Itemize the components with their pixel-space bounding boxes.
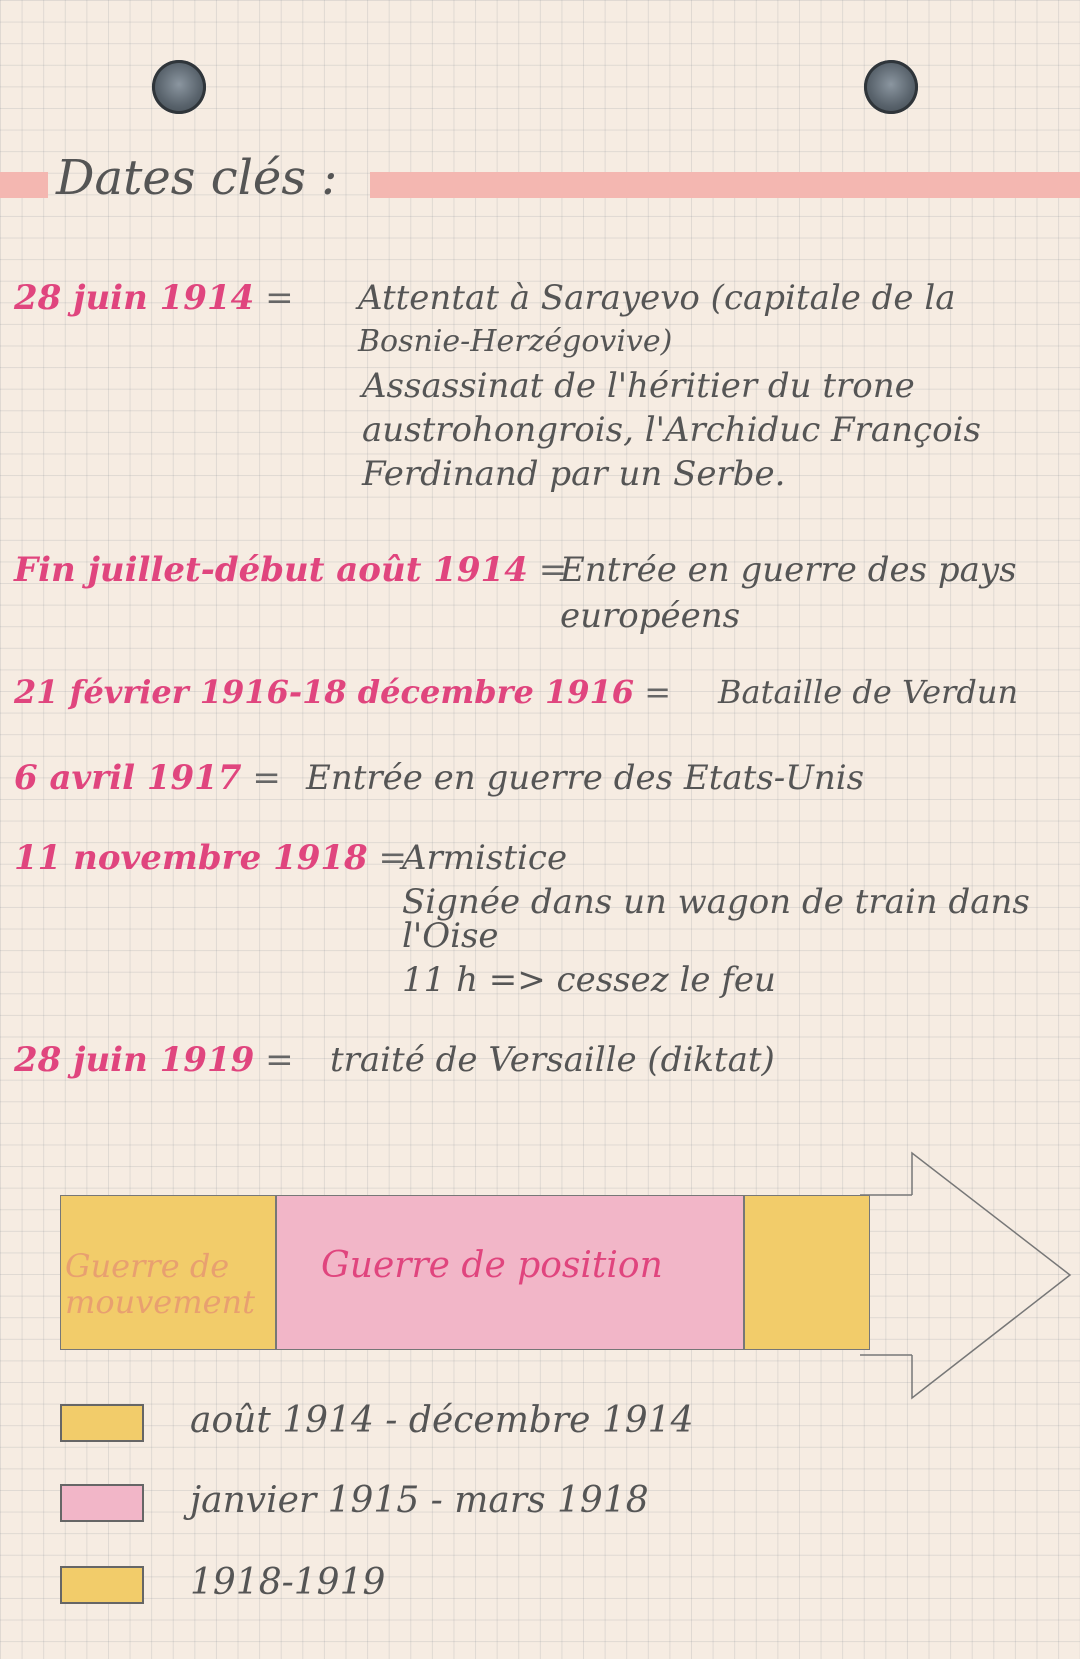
entry-date: Fin juillet-début août 1914 — [14, 550, 528, 590]
timeline-arrow-head — [860, 1150, 1075, 1400]
equals-sign: = — [538, 550, 568, 590]
segment-label: Guerre de position — [321, 1245, 663, 1286]
entry-text: Bataille de Verdun — [718, 673, 1019, 711]
legend-label: 1918-1919 — [190, 1562, 386, 1603]
entry-text: Entrée en guerre des Etats-Unis — [306, 758, 865, 798]
entry-text: Signée dans un wagon de train dans — [402, 882, 1030, 922]
legend-swatch — [60, 1484, 144, 1522]
segment-label: Guerre de mouvement — [65, 1247, 255, 1321]
entry-5 — [14, 836, 407, 880]
entry-text: l'Oise — [402, 916, 499, 956]
legend-label: août 1914 - décembre 1914 — [190, 1400, 694, 1441]
timeline — [60, 1195, 870, 1355]
page-title: Dates clés : — [56, 150, 338, 206]
entry-text: européens — [560, 596, 741, 636]
punch-hole-right — [864, 60, 918, 114]
legend-swatch — [60, 1566, 144, 1604]
entry-text: Attentat à Sarayevo (capitale de la — [358, 278, 956, 318]
entry-date: 28 juin 1919 — [14, 1040, 255, 1080]
entry-text: austrohongrois, l'Archiduc François — [362, 410, 981, 450]
equals-sign: = — [265, 1040, 294, 1080]
equals-sign: = — [378, 838, 408, 878]
legend-swatch — [60, 1404, 144, 1442]
entry-date: 6 avril 1917 — [14, 758, 242, 798]
entry-3 — [14, 670, 671, 714]
entry-2 — [14, 548, 567, 592]
equals-sign: = — [265, 278, 294, 318]
equals-sign: = — [252, 758, 281, 798]
equals-sign: = — [644, 673, 671, 711]
entry-text: Assassinat de l'héritier du trone — [362, 366, 915, 406]
timeline-segment-final — [744, 1195, 870, 1350]
entry-1 — [14, 276, 294, 320]
title-highlight-left — [0, 172, 48, 198]
entry-date: 28 juin 1914 — [14, 278, 255, 318]
punch-hole-left — [152, 60, 206, 114]
entry-4 — [14, 756, 281, 800]
entry-text: traité de Versaille (diktat) — [330, 1040, 775, 1080]
entry-text: Armistice — [402, 838, 568, 878]
entry-date: 11 novembre 1918 — [14, 838, 368, 878]
entry-6 — [14, 1038, 294, 1082]
entry-date: 21 février 1916-18 décembre 1916 — [14, 673, 635, 711]
entry-text: 11 h => cessez le feu — [402, 960, 776, 1000]
entry-text: Bosnie-Herzégovive) — [358, 324, 673, 359]
legend-label: janvier 1915 - mars 1918 — [190, 1480, 649, 1521]
timeline-segment-position — [276, 1195, 744, 1350]
title-highlight-right — [370, 172, 1080, 198]
entry-text: Entrée en guerre des pays — [560, 550, 1017, 590]
entry-text: Ferdinand par un Serbe. — [362, 454, 786, 494]
timeline-segment-movement — [60, 1195, 276, 1350]
